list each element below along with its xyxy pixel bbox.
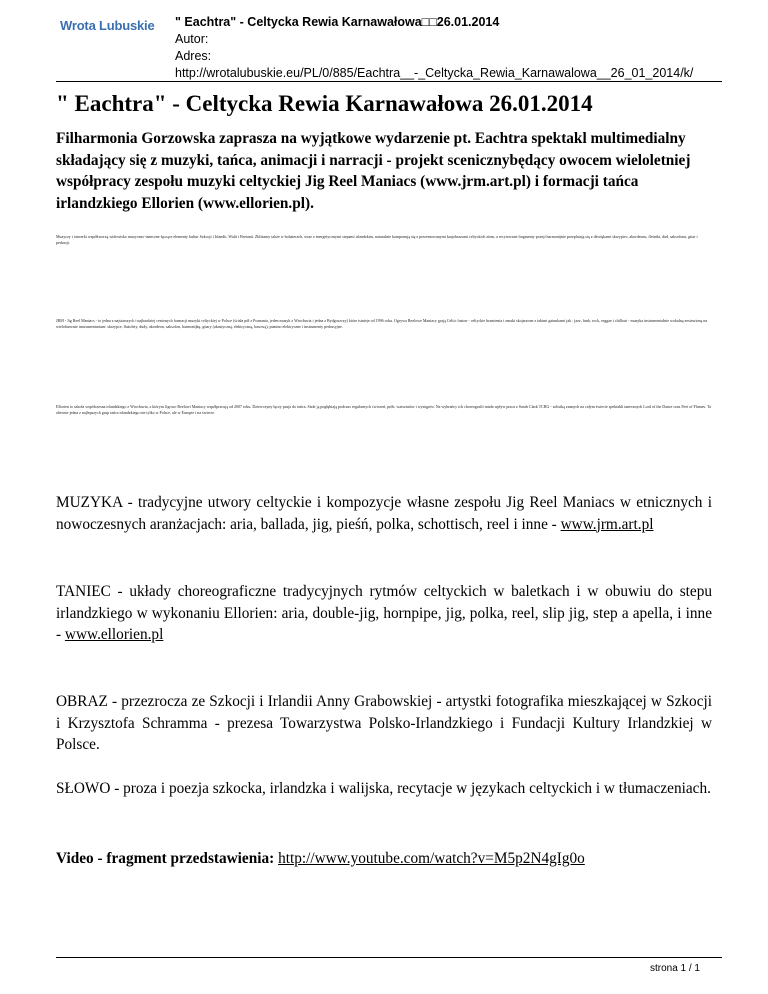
taniec-text: TANIEC - układy choreograficzne tradycyjnych rytmów celtyckich w baletkach i w obuwiu do stepu irlandzkiego w wykonaniu Ellorien: aria, double-jig, hornpipe, jig, polka, reel, slip jig, step a apella, i inne - [56, 583, 712, 643]
video-label: Video - fragment przedstawienia: [56, 850, 275, 867]
article-title: " Eachtra" - Celtycka Rewia Karnawałowa 26.01.2014 [56, 91, 593, 116]
author-label: Autor: [175, 32, 209, 46]
small-paragraph-ellorien: Ellorien to szkoła współczesna irlandzkiego z Wrocławia, z którym Jigowo Reelowi Maniacy współpracują od 2007 roku. Dziewczyny łączy pasja do tańca. Stale ją pogłębiają podczas regularnych ćwiczeń, prób, warsztatów i występów. Na wybrańcy ich choreografii miała wpływ praca z Sarah Clark TCRG - solistką znanych na całym świecie spektakli tanecznych Lord of the Dance oraz Feet of Flames. Ta obecnie jedna z najlepszych grup tańca irlandzkiego nie tylko w Polsce, ale w Europie i na świecie. [56, 404, 711, 415]
address-label: Adres: [175, 49, 212, 63]
site-logo[interactable]: Wrota Lubuskie [60, 18, 155, 33]
header-divider [56, 81, 722, 82]
header-info [175, 14, 693, 82]
obraz-paragraph: OBRAZ - przezrocza ze Szkocji i Irlandii Anny Grabowskiej - artystki fotografika mieszkającej w Szkocji i Krzysztofa Schramma - prezesa Towarzystwa Polsko-Irlandzkiego i Fundacji Kultury Irlandzkiej w Polsce. [56, 693, 712, 753]
header-title: " Eachtra" - Celtycka Rewia Karnawałowa□□26.01.2014 [175, 15, 500, 29]
slowo-paragraph: SŁOWO - proza i poezja szkocka, irlandzka i walijska, recytacje w językach celtyckich i w tłumaczeniach. [56, 780, 711, 797]
jrm-link[interactable]: www.jrm.art.pl [560, 515, 654, 533]
page-number: strona 1 / 1 [649, 963, 700, 974]
video-paragraph [56, 848, 716, 870]
footer-divider [56, 957, 722, 958]
document-header [0, 0, 768, 82]
small-paragraph-intro: Muzyczy i tancerki współtworzą widowisko muzyczno-taneczne łączące elementy kultur Szkocji i Irlandii, Walii i Bretanii. Zbliżamy także w bohaterach, wraz z energetycznymi stepami irlandzkim, naturalnie komponują się z prezentowanymi krajobrazami celtyckich ziem, a recytowane fragmenty poezji harmonijnie przeplatają się z dźwiękami skrzypiec, akordeonu, fletniki, dud, saksofonu, gitar i perkusji. [56, 234, 698, 245]
taniec-paragraph [56, 581, 712, 646]
small-paragraph-jrm: JRM - Jig Reel Maniacs - to jedna z najstarszych i najbardziej cenionych formacji muzyki celtyckiej w Polsce (ścisła pół z Poznania, jeden muzyk z Wrocławia i jedna z Bydgoszczy) które istnieje od 1996 roku. Ogrywa Reelowe Maniacy grają Celtic fusion - celtyckie brzmienia i zmaki skojarzone z takimi gatunkami jak : jazz, funk, rock, reggae i chillout - muzyka instrumentalnie wokalną zestawioną na wielobarwnie instrumentarium: skrzypce, flażolety, dudy, akordeon, saksofon, harmonijkę, gitary (akustyczną, elektryczną, basową), pianino elektryczne i instrumenty perkusyjne. [56, 318, 708, 329]
article-lead: Filharmonia Gorzowska zaprasza na wyjątkowe wydarzenie pt. Eachtra spektakl multimedialny składający się z muzyki, tańca, animacji i narracji - projekt scenicznybędący owocem wieloletniej współpracy zespołu muzyki celtyckiej Jig Reel Maniacs (www.jrm.art.pl) i formacji tańca irlandzkiego Ellorien (www.ellorien.pl). [56, 130, 691, 212]
source-url[interactable]: http://wrotalubuskie.eu/PL/0/885/Eachtra__-_Celtycka_Rewia_Karnawalowa__26_01_2014/k/ [175, 66, 694, 80]
muzyka-text: MUZYKA - tradycyjne utwory celtyckie i kompozycje własne zespołu Jig Reel Maniacs w etnicznych i nowoczesnych aranżacjach: aria, ballada, jig, pieśń, polka, schottisch, reel i inne - [56, 494, 712, 533]
muzyka-paragraph [56, 492, 712, 535]
video-link[interactable]: http://www.youtube.com/watch?v=M5p2N4gIg0o [278, 850, 585, 867]
ellorien-link[interactable]: www.ellorien.pl [64, 626, 164, 643]
